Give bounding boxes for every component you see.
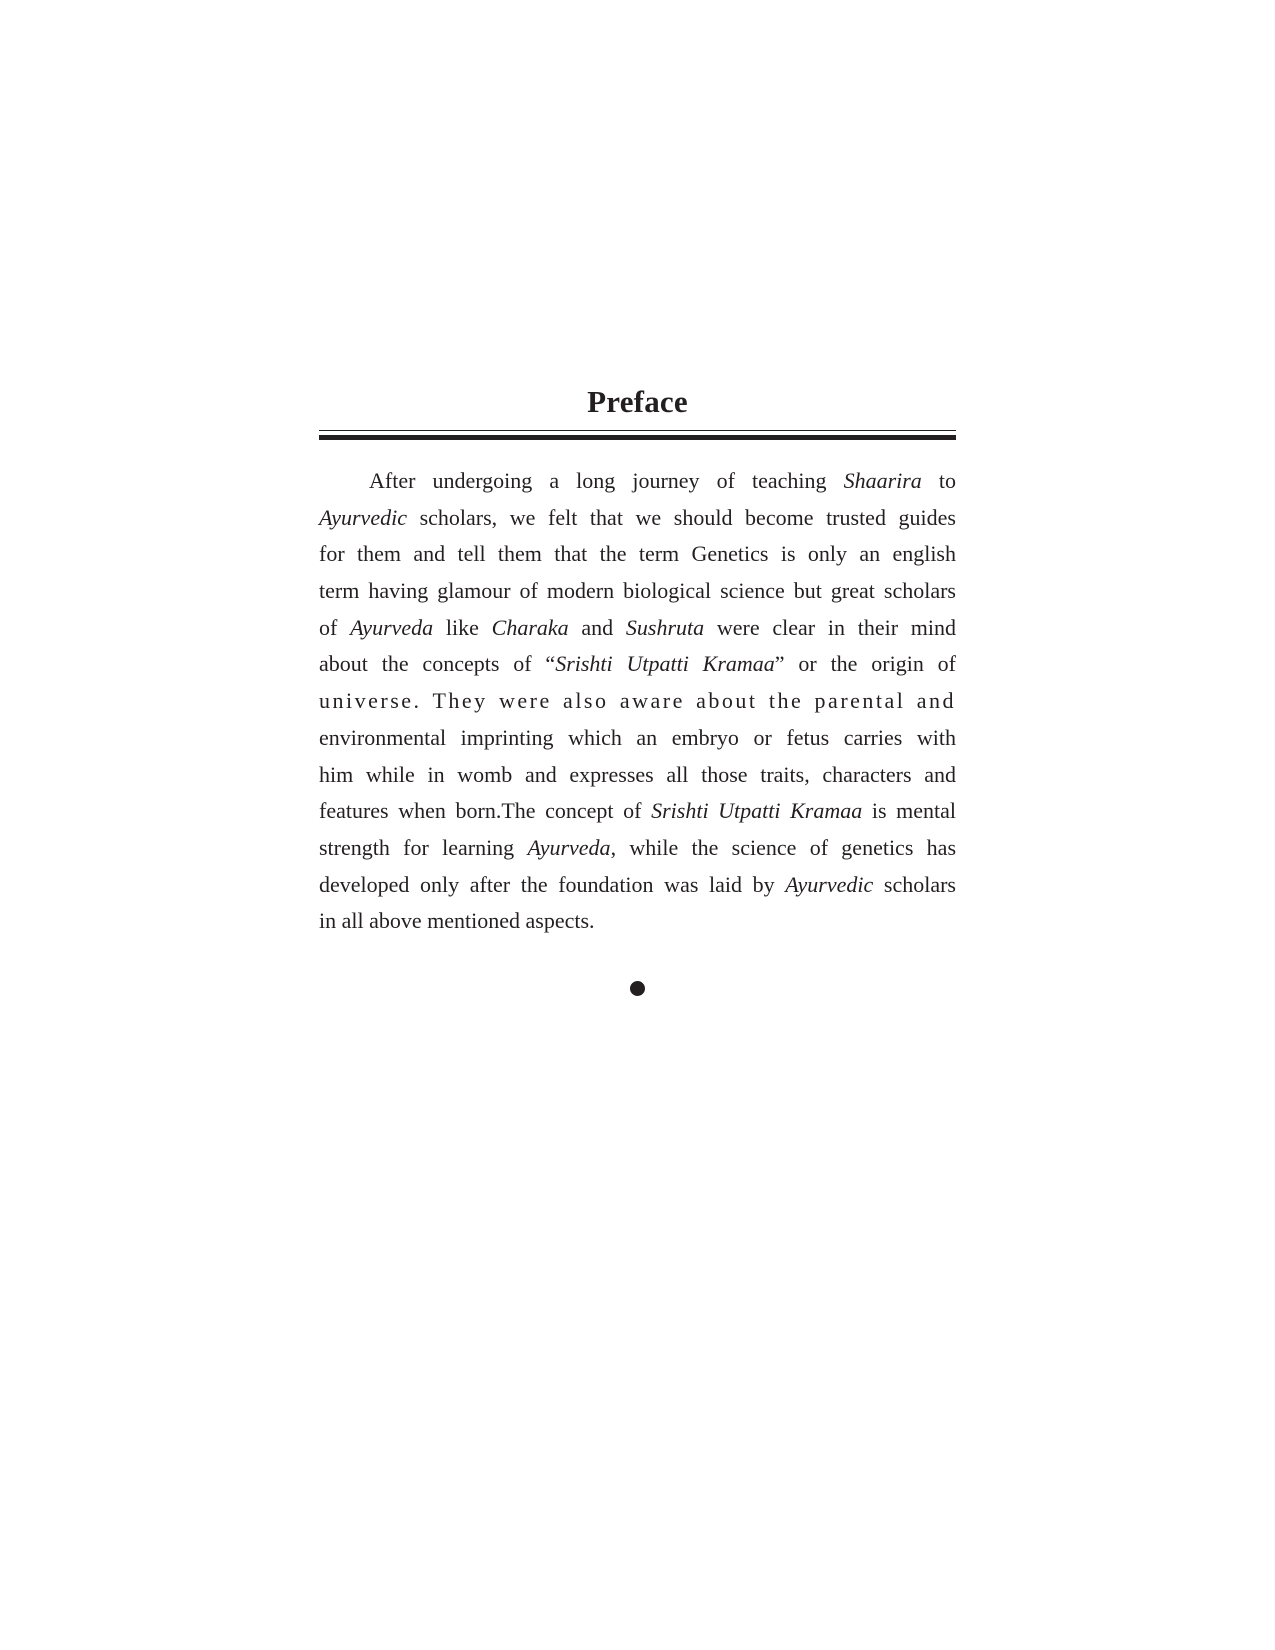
- text-line: [319, 903, 956, 940]
- page-title: Preface: [587, 384, 688, 419]
- text-line: [319, 500, 956, 537]
- text-segment: is mental: [862, 798, 956, 824]
- preface-paragraph: [319, 463, 956, 940]
- italic-term: Ayurvedic: [319, 504, 407, 530]
- italic-term: Charaka: [491, 614, 569, 640]
- text-line: [319, 463, 956, 500]
- text-segment: strength for learning: [319, 834, 528, 860]
- text-line: [319, 683, 956, 720]
- text-line: [319, 610, 956, 647]
- text-line: [319, 573, 956, 610]
- text-segment: universe. They were also aware about the parental and: [319, 688, 956, 714]
- text-segment: like: [433, 614, 492, 640]
- italic-term: Ayurveda: [350, 614, 434, 640]
- text-segment: term having glamour of modern biological science but great scholars: [319, 578, 956, 604]
- end-bullet-icon: [630, 981, 645, 996]
- text-segment: him while in womb and expresses all those traits, characters and: [319, 761, 956, 787]
- text-segment: scholars, we felt that we should become trusted guides: [406, 504, 956, 530]
- text-segment: , while the science of genetics has: [610, 834, 956, 860]
- text-line: [319, 646, 956, 683]
- text-segment: in all above mentioned aspects.: [319, 908, 595, 934]
- text-segment: developed only after the foundation was laid by: [319, 871, 786, 897]
- italic-term: Srishti Utpatti Kramaa: [555, 651, 775, 677]
- italic-term: Srishti Utpatti Kramaa: [651, 798, 863, 824]
- text-line: [319, 867, 956, 904]
- text-line: [319, 720, 956, 757]
- italic-term: Shaarira: [843, 468, 922, 493]
- italic-term: Ayurveda: [527, 834, 611, 860]
- text-segment: for them and tell them that the term Genetics is only an english: [319, 541, 956, 567]
- title-rule-thick: [319, 435, 956, 440]
- text-segment: scholars: [873, 871, 956, 897]
- text-segment: were clear in their mind: [704, 614, 956, 640]
- text-segment: features when born.The concept of: [319, 798, 652, 824]
- text-segment: environmental imprinting which an embryo or fetus carries with: [319, 724, 956, 750]
- text-segment: and: [568, 614, 626, 640]
- text-line: [319, 757, 956, 794]
- text-line: [319, 793, 956, 830]
- text-line: [319, 536, 956, 573]
- italic-term: Sushruta: [625, 614, 705, 640]
- text-segment: ” or the origin of: [774, 651, 957, 677]
- text-line: [319, 830, 956, 867]
- text-segment: about the concepts of “: [319, 651, 556, 677]
- text-segment: of: [319, 614, 351, 640]
- text-segment: to: [921, 468, 956, 493]
- text-segment: After undergoing a long journey of teaching: [369, 468, 844, 493]
- title-rule-thin: [319, 430, 956, 431]
- italic-term: Ayurvedic: [785, 871, 874, 897]
